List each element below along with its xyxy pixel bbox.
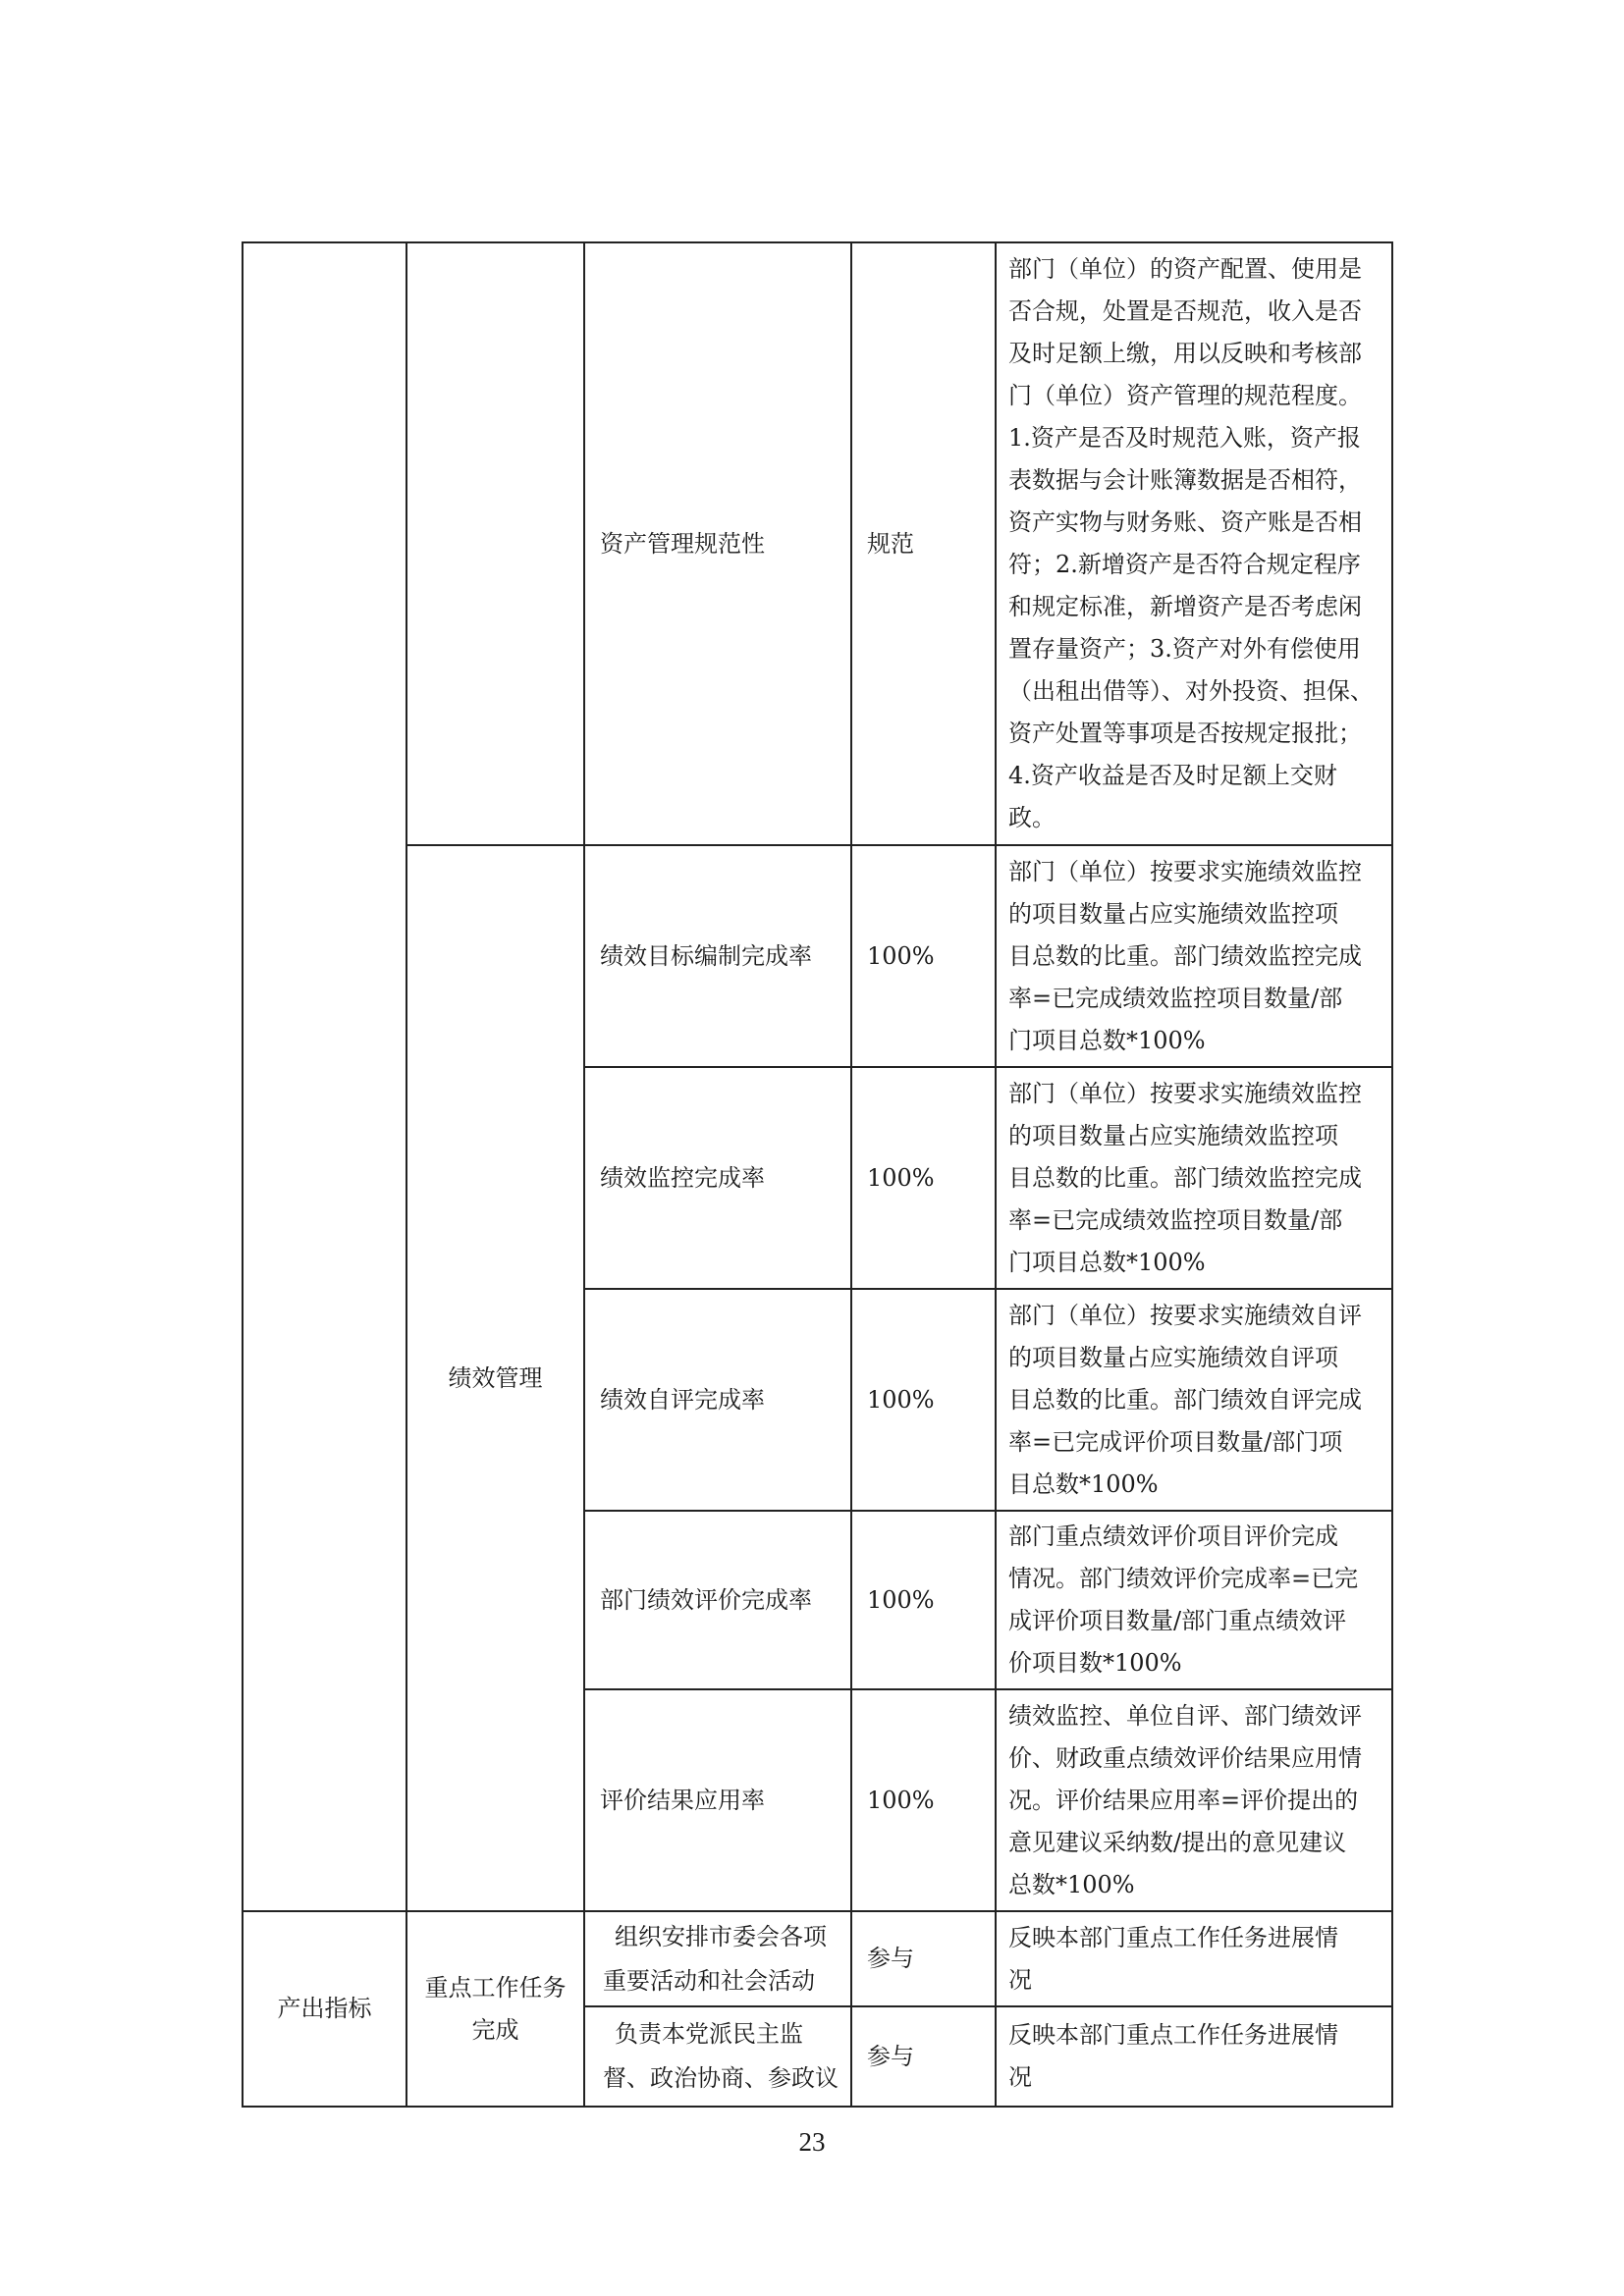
description-line: 部门（单位）按要求实施绩效监控 (1008, 1079, 1362, 1107)
description-line: 资产处置等事项是否按规定报批； (1008, 720, 1362, 747)
category-line: 完成 (471, 2015, 519, 2044)
description-line: 况。评价结果应用率=评价提出的 (1008, 1786, 1359, 1814)
description-line: 价项目数*100% (1008, 1649, 1182, 1677)
description-line: 况 (1008, 1965, 1032, 1994)
indicator-line: 组织安排市委会各项 (615, 1922, 827, 1950)
category-performance-management: 绩效管理 (406, 845, 584, 1911)
indicator-name (584, 1911, 851, 2006)
indicator-target: 100% (851, 1689, 996, 1911)
description-line: 意见建议采纳数/提出的意见建议 (1008, 1828, 1347, 1856)
description-line: 4.资产收益是否及时足额上交财 (1008, 762, 1337, 789)
description-line: 绩效监控、单位自评、部门绩效评 (1008, 1701, 1362, 1730)
description-line: （出租出借等）、对外投资、担保、 (1008, 677, 1374, 705)
description-line: 况 (1008, 2063, 1032, 2091)
description-line: 情况。部门绩效评价完成率=已完 (1008, 1565, 1359, 1592)
category-key-tasks (406, 1911, 584, 2107)
indicator-line: 督、政治协商、参政议 (603, 2064, 839, 2092)
description-line: 目总数的比重。部门绩效监控完成 (1008, 1163, 1362, 1192)
indicator-target: 100% (851, 1067, 996, 1289)
description-line: 和规定标准，新增资产是否考虑闲 (1008, 593, 1362, 620)
indicator-name: 绩效目标编制完成率 (584, 845, 851, 1067)
description-line: 的项目数量占应实施绩效监控项 (1008, 899, 1338, 928)
description-line: 部门（单位）的资产配置、使用是 (1008, 255, 1362, 283)
description-line: 目总数的比重。部门绩效监控完成 (1008, 941, 1362, 970)
category-output-indicators: 产出指标 (243, 1911, 406, 2107)
indicator-target: 100% (851, 845, 996, 1067)
description-line: 的项目数量占应实施绩效监控项 (1008, 1121, 1338, 1149)
description-line: 目总数的比重。部门绩效自评完成 (1008, 1385, 1362, 1414)
description-line: 表数据与会计账簿数据是否相符， (1008, 466, 1362, 494)
indicator-target: 100% (851, 1511, 996, 1689)
indicator-name: 资产管理规范性 (584, 242, 851, 845)
description-line: 资产实物与财务账、资产账是否相 (1008, 508, 1362, 536)
indicator-line: 负责本党派民主监 (615, 2020, 803, 2048)
indicator-description (996, 1067, 1392, 1289)
indicator-description (996, 1911, 1392, 2006)
description-line: 率=已完成绩效监控项目数量/部 (1008, 984, 1343, 1012)
description-line: 总数*100% (1008, 1870, 1135, 1898)
table-row (243, 1911, 1392, 2006)
indicator-description (996, 845, 1392, 1067)
page-number: 23 (798, 2127, 826, 2157)
description-line: 部门重点绩效评价项目评价完成 (1008, 1522, 1338, 1550)
description-line: 门项目总数*100% (1008, 1026, 1206, 1054)
indicator-name: 绩效自评完成率 (584, 1289, 851, 1511)
indicator-name (584, 2006, 851, 2107)
description-line: 否合规，处置是否规范，收入是否 (1008, 297, 1362, 325)
description-line: 符；2.新增资产是否符合规定程序 (1008, 551, 1361, 578)
description-line: 成评价项目数量/部门重点绩效评 (1008, 1607, 1347, 1634)
description-line: 率=已完成绩效监控项目数量/部 (1008, 1205, 1343, 1234)
category-line: 重点工作任务 (424, 1973, 567, 2002)
indicator-name: 部门绩效评价完成率 (584, 1511, 851, 1689)
description-line: 的项目数量占应实施绩效自评项 (1008, 1343, 1338, 1371)
indicator-line: 重要活动和社会活动 (603, 1966, 815, 1995)
description-line: 政。 (1008, 804, 1056, 831)
level1-cell-empty (243, 242, 406, 1911)
description-line: 目总数*100% (1008, 1469, 1159, 1498)
description-line: 反映本部门重点工作任务进展情 (1008, 1923, 1338, 1951)
description-line: 及时足额上缴，用以反映和考核部 (1008, 340, 1362, 367)
description-line: 率=已完成评价项目数量/部门项 (1008, 1427, 1343, 1456)
indicator-description (996, 1511, 1392, 1689)
description-line: 1.资产是否及时规范入账，资产报 (1008, 424, 1361, 452)
table-row (243, 845, 1392, 1067)
indicator-description (996, 2006, 1392, 2107)
description-line: 部门（单位）按要求实施绩效自评 (1008, 1301, 1362, 1329)
indicator-name: 评价结果应用率 (584, 1689, 851, 1911)
description-line: 反映本部门重点工作任务进展情 (1008, 2021, 1338, 2049)
description-line: 价、财政重点绩效评价结果应用情 (1008, 1743, 1362, 1772)
level2-cell-empty (406, 242, 584, 845)
description-line: 门（单位）资产管理的规范程度。 (1008, 382, 1362, 409)
table-row (243, 242, 1392, 845)
indicator-target: 规范 (851, 242, 996, 845)
indicator-description (996, 1289, 1392, 1511)
description-line: 置存量资产；3.资产对外有偿使用 (1008, 635, 1361, 663)
description-line: 部门（单位）按要求实施绩效监控 (1008, 857, 1362, 885)
indicator-description (996, 242, 1392, 845)
indicator-description (996, 1689, 1392, 1911)
description-line: 门项目总数*100% (1008, 1248, 1206, 1276)
indicator-target: 100% (851, 1289, 996, 1511)
indicator-target: 参与 (851, 1911, 996, 2006)
indicator-table (242, 241, 1393, 2108)
indicator-target: 参与 (851, 2006, 996, 2107)
indicator-name: 绩效监控完成率 (584, 1067, 851, 1289)
